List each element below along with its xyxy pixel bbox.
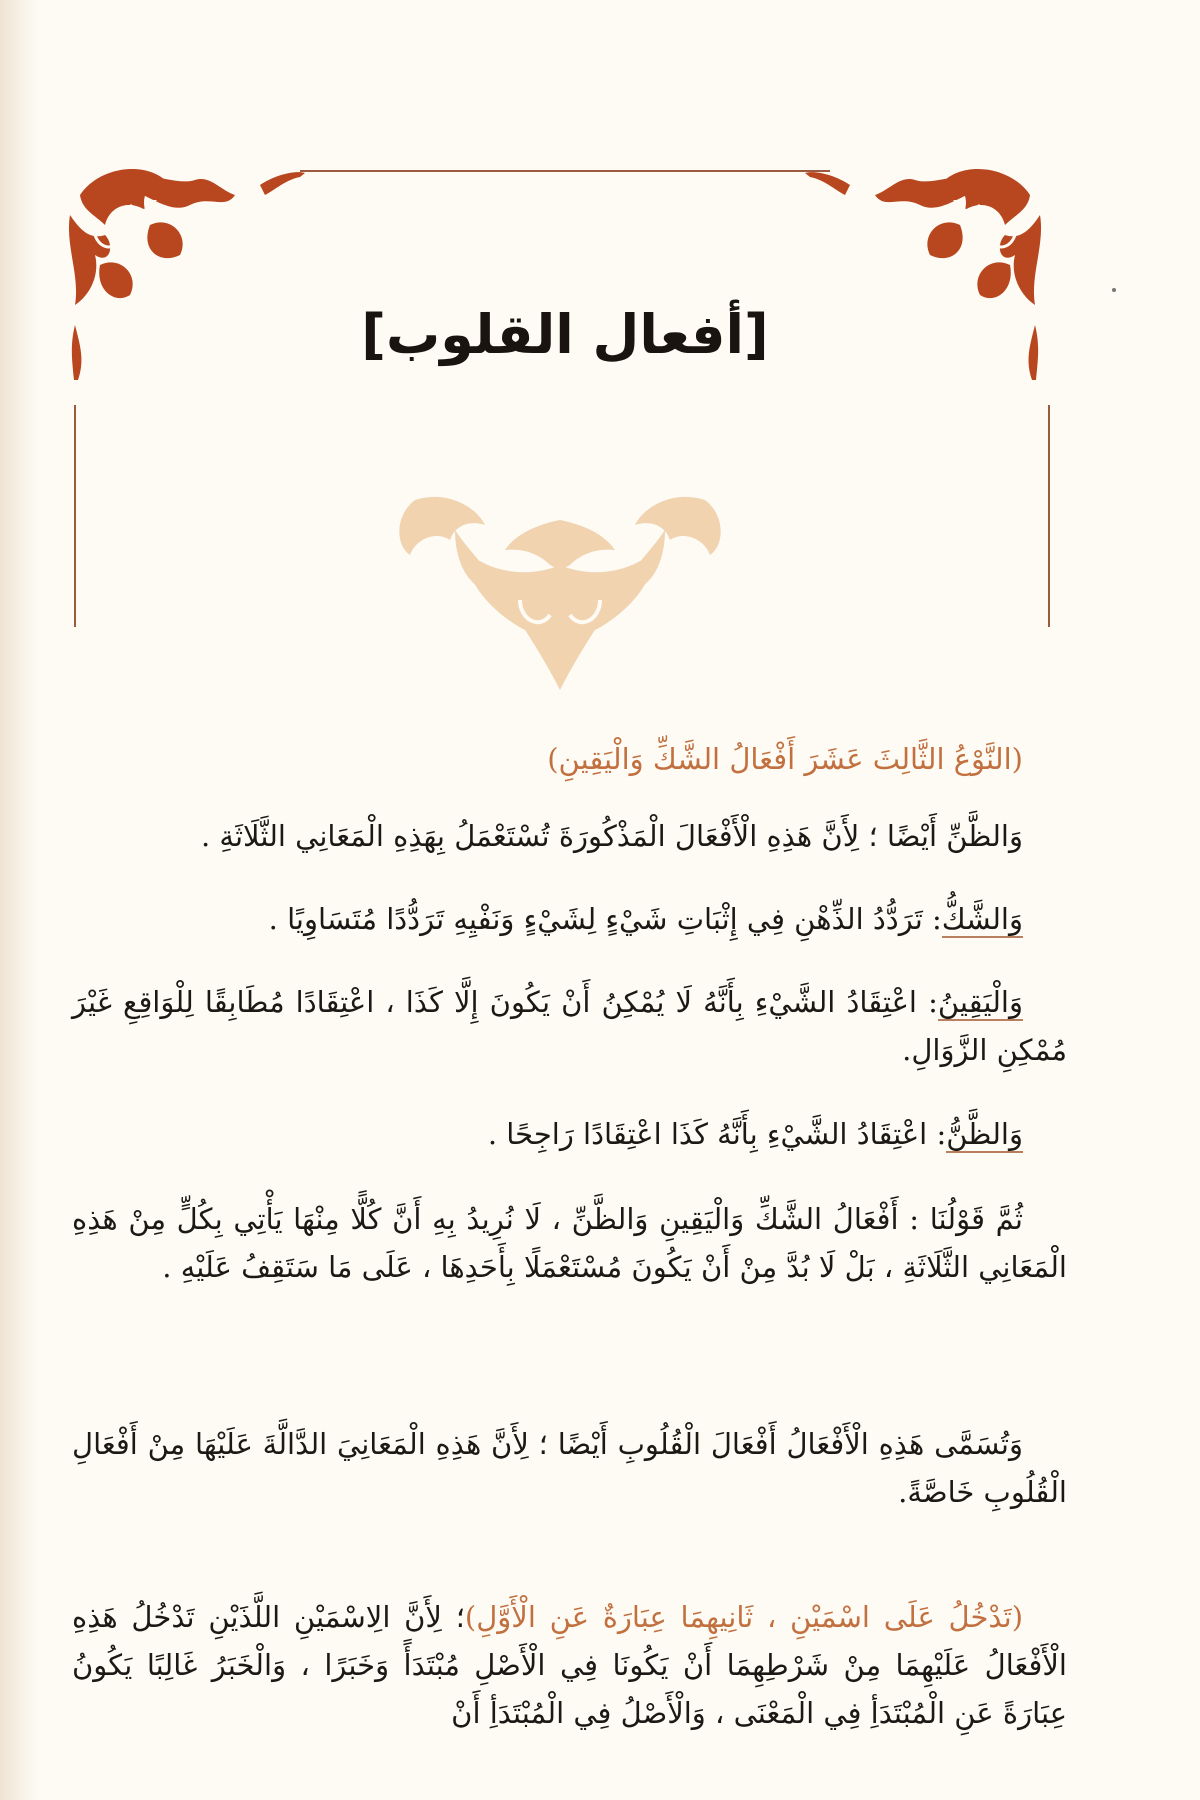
paragraph xyxy=(72,1195,1067,1291)
definition-text: : اعْتِقَادُ الشَّيْءِ بِأَنَّهُ كَذَا اعْتِقَادًا رَاجِحًا . xyxy=(487,1117,947,1151)
definition-certainty xyxy=(72,978,1067,1074)
corner-ornament-icon xyxy=(60,155,310,405)
term-supposition: وَالظَّنُّ xyxy=(946,1117,1023,1151)
paragraph-text: وَالظَّنِّ أَيْضًا ؛ لِأَنَّ هَذِهِ الْأَفْعَالَ الْمَذْكُورَةَ تُسْتَعْمَلُ بِهَذِهِ الْمَعَانِي الثَّلَاثَةِ . xyxy=(200,819,1023,853)
matn-text: (النَّوْعُ الثَّالِثَ عَشَرَ أَفْعَالُ الشَّكِّ وَالْيَقِينِ) xyxy=(547,742,1023,776)
corner-ornament-icon xyxy=(800,155,1050,405)
page-gutter-shadow xyxy=(0,0,40,1800)
definition-text: : اعْتِقَادُ الشَّيْءِ بِأَنَّهُ لَا يُمْكِنُ أَنْ يَكُونَ إِلَّا كَذَا ، اعْتِقَادًا مُطَابِقًا لِلْوَاقِعِ غَيْرَ مُمْكِنِ الزَّوَالِ. xyxy=(72,985,1067,1067)
definition-text: : تَرَدُّدُ الذِّهْنِ فِي إِثْبَاتِ شَيْءٍ لِشَيْءٍ وَنَفْيِهِ تَرَدُّدًا مُتَسَاوِيًا . xyxy=(268,902,942,936)
paragraph-text: وَتُسَمَّى هَذِهِ الْأَفْعَالُ أَفْعَالَ الْقُلُوبِ أَيْضًا ؛ لِأَنَّ هَذِهِ الْمَعَانِيَ الدَّالَّةَ عَلَيْهَا مِنْ أَفْعَالِ الْقُلُوبِ خَاصَّةً. xyxy=(72,1427,1067,1509)
definition-doubt xyxy=(72,895,1067,943)
print-speck xyxy=(1112,288,1116,292)
frame-top-rule xyxy=(300,170,830,172)
paragraph xyxy=(72,812,1067,860)
term-certainty: وَالْيَقِينُ xyxy=(937,985,1023,1019)
definition-supposition xyxy=(72,1110,1067,1158)
paragraph-text: ثُمَّ قَوْلُنَا : أَفْعَالُ الشَّكِّ وَالْيَقِينِ وَالظَّنِّ ، لَا نُرِيدُ بِهِ أَنَّ كُلًّا مِنْهَا يَأْتِي بِكُلٍّ مِنْ هَذِهِ الْمَعَانِي الثَّلَاثَةِ ، بَلْ لَا بُدَّ مِنْ أَنْ يَكُونَ مُسْتَعْمَلًا بِأَحَدِهَا ، عَلَى مَا سَتَقِفُ عَلَيْهِ . xyxy=(72,1202,1067,1284)
paragraph-with-matn xyxy=(72,1593,1067,1737)
matn-text: (تَدْخُلُ عَلَى اسْمَيْنِ ، ثَانِيهِمَا عِبَارَةٌ عَنِ الْأَوَّلِ) xyxy=(464,1600,1024,1634)
frame-right-rule xyxy=(1048,405,1050,627)
page-title: [أفعال القلوب] xyxy=(361,303,769,366)
paragraph xyxy=(72,1420,1067,1516)
heading-matn-line xyxy=(72,735,1067,783)
term-doubt: وَالشَّكُّ xyxy=(941,902,1023,936)
arabesque-ornament-icon xyxy=(355,470,765,700)
paragraph-text: ؛ لِأَنَّ الِاسْمَيْنِ اللَّذَيْنِ تَدْخُلُ هَذِهِ الْأَفْعَالُ عَلَيْهِمَا مِنْ شَرْطِهِمَا أَنْ يَكُونَا فِي الْأَصْلِ مُبْتَدَأً وَخَبَرًا ، وَالْخَبَرُ غَالِبًا يَكُونُ عِبَارَةً عَنِ الْمُبْتَدَأِ فِي الْمَعْنَى ، وَالْأَصْلُ فِي الْمُبْتَدَأِ أَنْ xyxy=(72,1600,1067,1730)
frame-left-rule xyxy=(74,405,76,627)
